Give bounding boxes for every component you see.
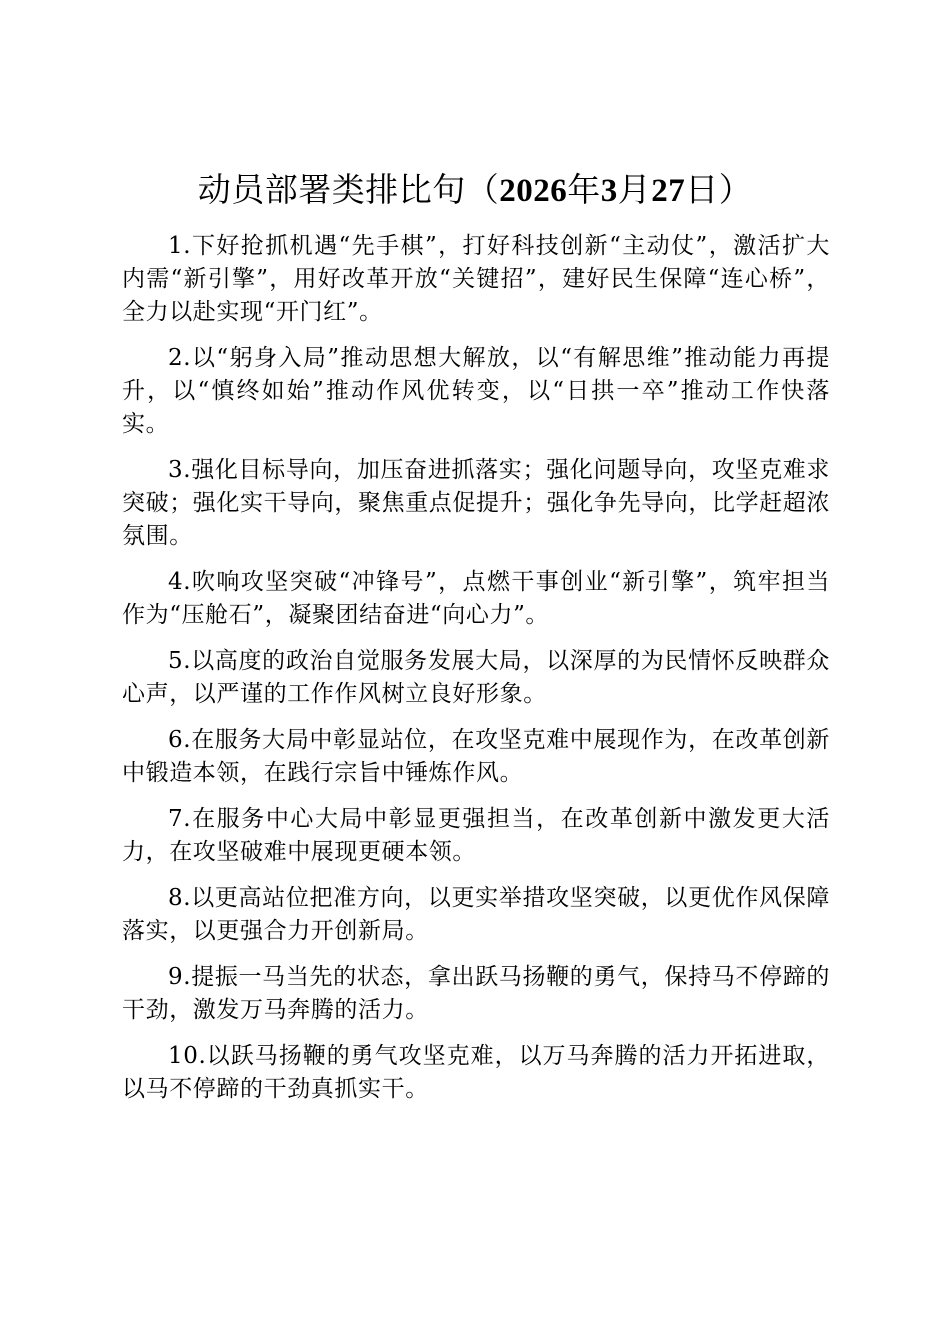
paragraph-5: 5.以高度的政治自觉服务发展大局，以深厚的为民情怀反映群众心声，以严谨的工作作风树立良好形象。 xyxy=(122,648,830,707)
paragraph-6: 6.在服务大局中彰显站位，在攻坚克难中展现作为，在改革创新中锻造本领，在践行宗旨中锤炼作风。 xyxy=(122,727,830,786)
paragraph-3: 3.强化目标导向，加压奋进抓落实；强化问题导向，攻坚克难求突破；强化实干导向，聚焦重点促提升；强化争先导向，比学赶超浓氛围。 xyxy=(122,457,830,549)
title-month-unit: 月 xyxy=(617,170,652,209)
title-day-unit: 日） xyxy=(685,170,753,209)
paragraph-4: 4.吹响攻坚突破“冲锋号”，点燃干事创业“新引擎”，筑牢担当作为“压舱石”，凝聚团结奋进“向心力”。 xyxy=(122,569,830,628)
paragraph-7: 7.在服务中心大局中彰显更强担当，在改革创新中激发更大活力，在攻坚破难中展现更硬本领。 xyxy=(122,806,830,865)
paragraph-8: 8.以更高站位把准方向，以更实举措攻坚突破，以更优作风保障落实，以更强合力开创新局。 xyxy=(122,885,830,944)
title-day: 27 xyxy=(651,173,686,209)
paragraph-10: 10.以跃马扬鞭的勇气攻坚克难，以万马奔腾的活力开拓进取，以马不停蹄的干劲真抓实干。 xyxy=(122,1043,830,1102)
paragraph-2: 2.以“躬身入局”推动思想大解放，以“有解思维”推动能力再提升，以“慎终如始”推动作风优转变，以“日拱一卒”推动工作快落实。 xyxy=(122,345,830,437)
paragraph-1: 1.下好抢抓机遇“先手棋”，打好科技创新“主动仗”，激活扩大内需“新引擎”，用好改革开放“关键招”，建好民生保障“连心桥”，全力以赴实现“开门红”。 xyxy=(122,233,830,325)
title-prefix: 动员部署类排比句（ xyxy=(197,170,500,209)
document-body xyxy=(122,230,830,1119)
title-year-unit: 年 xyxy=(567,170,601,209)
title-month: 3 xyxy=(600,173,618,209)
title-year: 2026 xyxy=(499,173,568,209)
document-title xyxy=(0,168,950,213)
paragraph-9: 9.提振一马当先的状态，拿出跃马扬鞭的勇气，保持马不停蹄的干劲，激发万马奔腾的活力。 xyxy=(122,964,830,1023)
